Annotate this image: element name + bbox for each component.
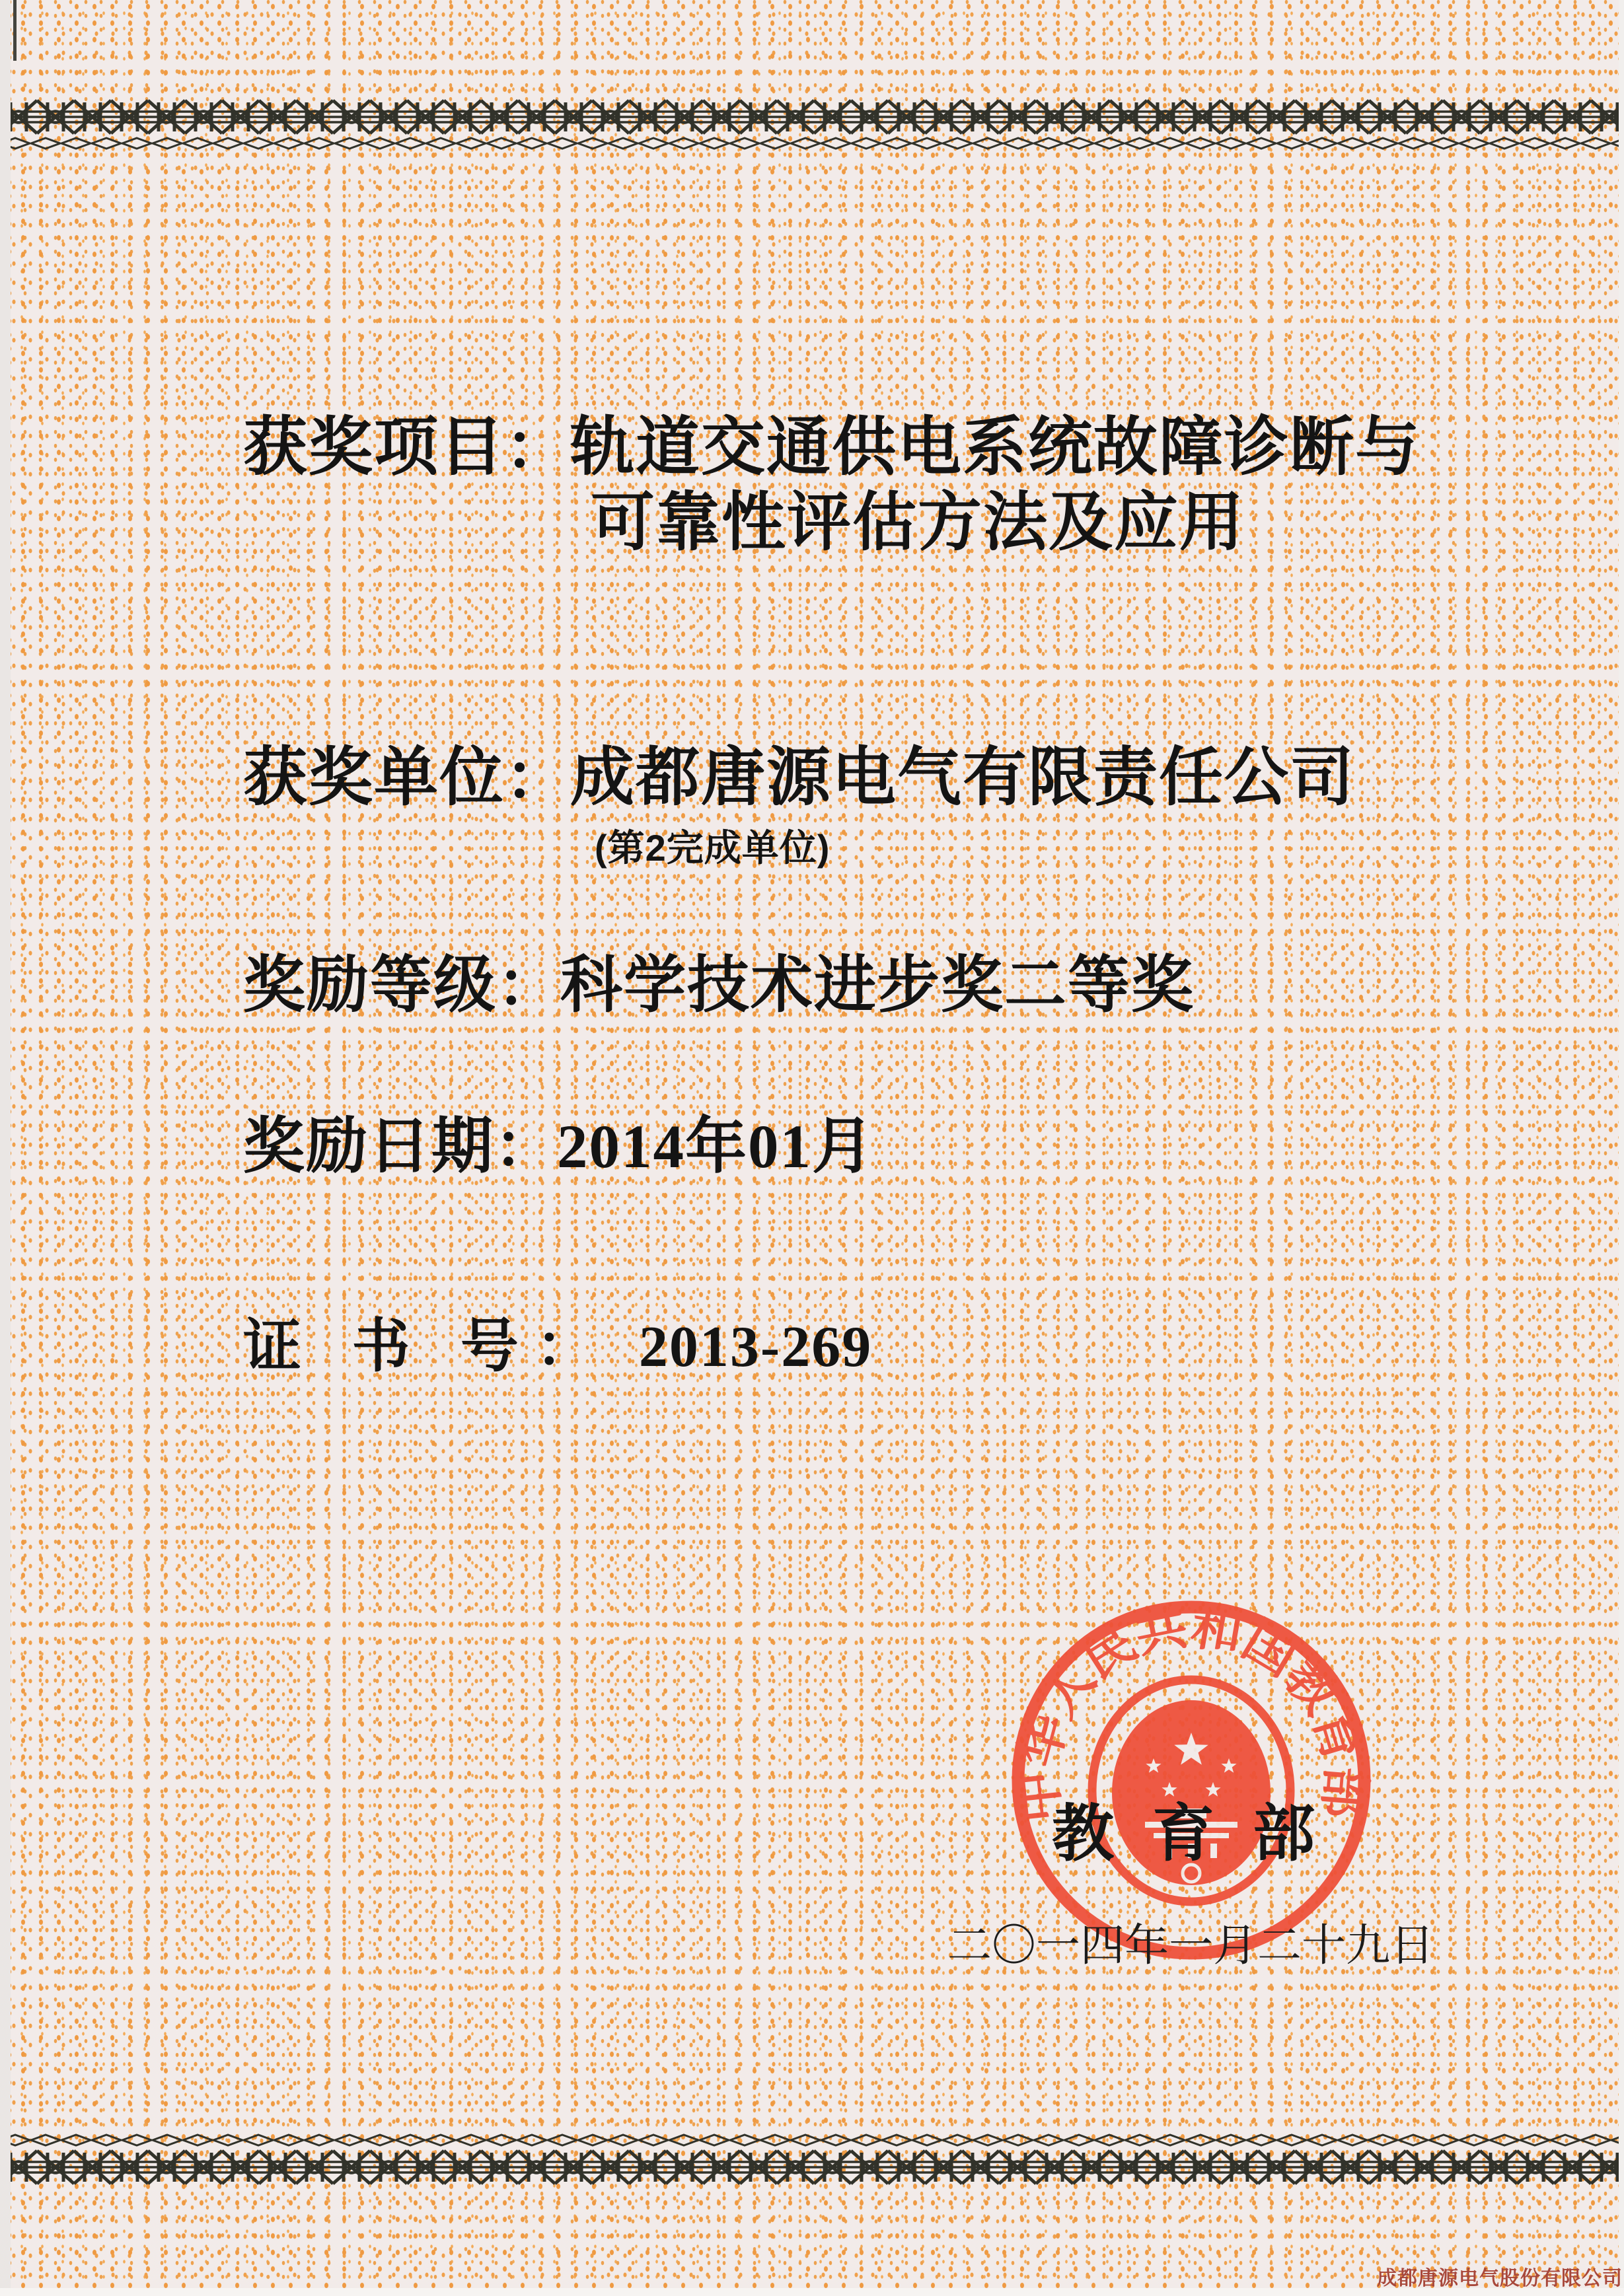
grade-line (243, 935, 1195, 1024)
certificate-number-label: 证 书 号： (243, 1313, 611, 1379)
company-watermark: 成都唐源电气股份有限公司 (1377, 2268, 1623, 2289)
bottom-border-knot-band (0, 2148, 1624, 2186)
award-date-line (243, 1096, 875, 1185)
grade-value: 科学技术进步奖二等奖 (560, 950, 1195, 1019)
awardee-label: 获奖单位： (243, 741, 570, 813)
top-border-knot-band (0, 98, 1624, 136)
project-title-line2: 可靠性评估方法及应用 (591, 486, 1245, 558)
certificate-number-line (243, 1300, 872, 1383)
scan-edge-left (0, 0, 11, 2296)
awardee-line (243, 725, 1355, 818)
bottom-border-diamond-band (0, 2134, 1624, 2147)
awardee-note: (第2完成单位) (595, 827, 830, 869)
grade-label: 奖励等级： (243, 950, 561, 1019)
project-title-line1: 轨道交通供电系统故障诊断与 (570, 411, 1421, 483)
project-label: 获奖项目： (243, 411, 570, 483)
certificate-number-value: 2013-269 (638, 1315, 873, 1379)
award-date-label: 奖励日期： (243, 1112, 557, 1180)
top-border-diamond-band (0, 137, 1624, 150)
scan-edge-right (1619, 0, 1624, 2296)
scan-mark (13, 0, 17, 61)
award-date-value: 2014年01月 (557, 1113, 875, 1181)
seal-ring-text: 中华人民共和国教育部 (1007, 1596, 1376, 1826)
seal-center-text: 教 育 部 (1052, 1799, 1326, 1868)
awardee-value: 成都唐源电气有限责任公司 (570, 741, 1355, 813)
issue-date: 二〇一四年一月二十九日 (947, 1921, 1434, 1970)
